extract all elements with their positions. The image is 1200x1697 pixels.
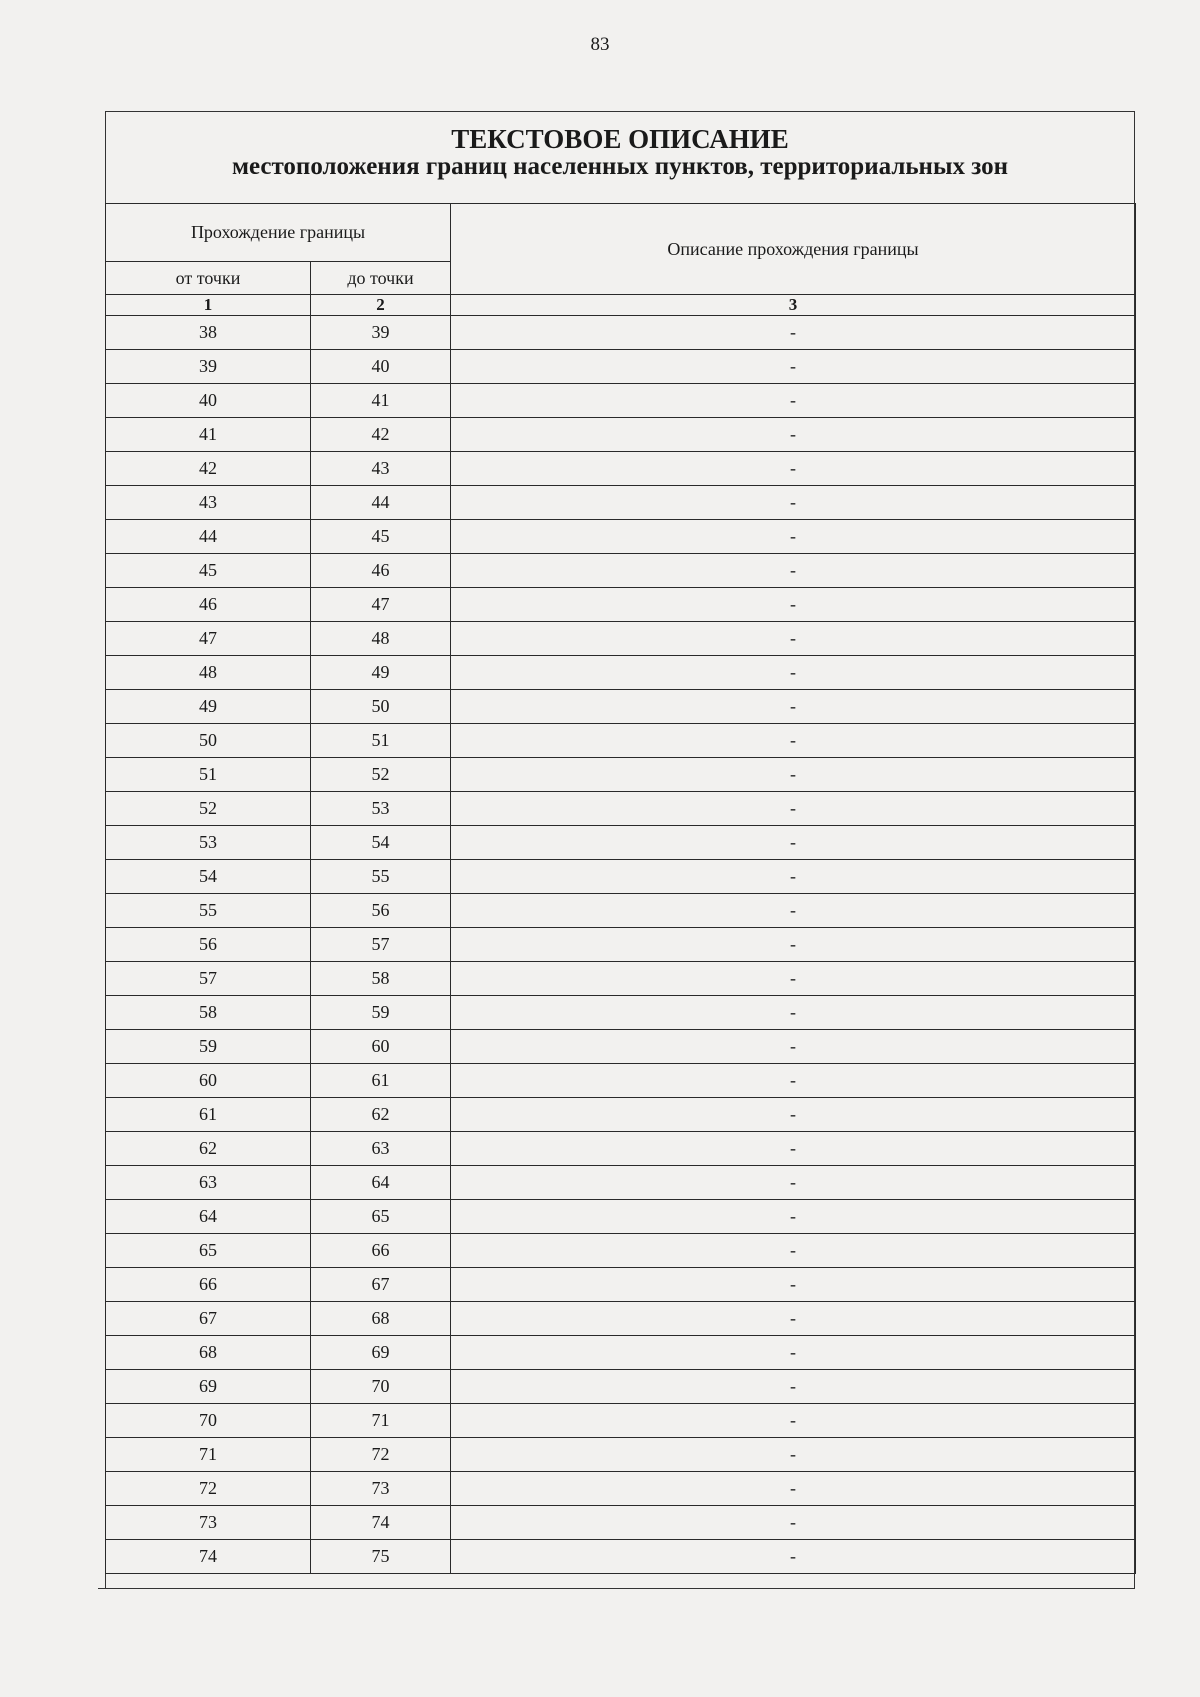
table-row <box>106 350 1136 384</box>
to-point-cell: 44 <box>311 486 451 520</box>
table-row <box>106 1438 1136 1472</box>
table-row <box>106 520 1136 554</box>
table-row <box>106 316 1136 350</box>
from-point-cell: 44 <box>106 520 311 554</box>
table-row <box>106 690 1136 724</box>
to-point-cell: 41 <box>311 384 451 418</box>
header-boundary-passage: Прохождение границы <box>106 204 451 262</box>
header-to-point: до точки <box>311 262 451 295</box>
table-row <box>106 1370 1136 1404</box>
to-point-cell: 57 <box>311 928 451 962</box>
description-cell: - <box>451 384 1136 418</box>
table-row <box>106 1472 1136 1506</box>
header-description: Описание прохождения границы <box>451 204 1136 295</box>
table-row <box>106 486 1136 520</box>
to-point-cell: 39 <box>311 316 451 350</box>
description-cell: - <box>451 1506 1136 1540</box>
from-point-cell: 39 <box>106 350 311 384</box>
to-point-cell: 59 <box>311 996 451 1030</box>
table-row <box>106 1098 1136 1132</box>
from-point-cell: 54 <box>106 860 311 894</box>
to-point-cell: 70 <box>311 1370 451 1404</box>
description-cell: - <box>451 860 1136 894</box>
description-cell: - <box>451 1064 1136 1098</box>
description-cell: - <box>451 724 1136 758</box>
to-point-cell: 51 <box>311 724 451 758</box>
description-cell: - <box>451 792 1136 826</box>
from-point-cell: 52 <box>106 792 311 826</box>
from-point-cell: 45 <box>106 554 311 588</box>
from-point-cell: 70 <box>106 1404 311 1438</box>
from-point-cell: 65 <box>106 1234 311 1268</box>
description-cell: - <box>451 962 1136 996</box>
description-cell: - <box>451 1030 1136 1064</box>
to-point-cell: 55 <box>311 860 451 894</box>
table-row <box>106 1302 1136 1336</box>
table-row <box>106 1506 1136 1540</box>
document-subtitle: местоположения границ населенных пунктов, территориальных зон <box>231 153 1009 180</box>
description-cell: - <box>451 1166 1136 1200</box>
to-point-cell: 45 <box>311 520 451 554</box>
bottom-rule <box>98 1588 1135 1589</box>
from-point-cell: 64 <box>106 1200 311 1234</box>
table-row <box>106 1268 1136 1302</box>
description-cell: - <box>451 1302 1136 1336</box>
to-point-cell: 47 <box>311 588 451 622</box>
table-row <box>106 860 1136 894</box>
to-point-cell: 62 <box>311 1098 451 1132</box>
description-cell: - <box>451 350 1136 384</box>
to-point-cell: 66 <box>311 1234 451 1268</box>
to-point-cell: 71 <box>311 1404 451 1438</box>
column-number-1: 1 <box>106 295 311 316</box>
table-row <box>106 1404 1136 1438</box>
table-row <box>106 452 1136 486</box>
column-number-3: 3 <box>451 295 1136 316</box>
page-number: 83 <box>590 34 610 55</box>
from-point-cell: 46 <box>106 588 311 622</box>
column-number-2: 2 <box>311 295 451 316</box>
to-point-cell: 61 <box>311 1064 451 1098</box>
to-point-cell: 64 <box>311 1166 451 1200</box>
to-point-cell: 69 <box>311 1336 451 1370</box>
description-cell: - <box>451 622 1136 656</box>
from-point-cell: 38 <box>106 316 311 350</box>
table-row <box>106 1030 1136 1064</box>
table-row <box>106 1336 1136 1370</box>
table-row <box>106 996 1136 1030</box>
table-row <box>106 1200 1136 1234</box>
from-point-cell: 49 <box>106 690 311 724</box>
table-row <box>106 962 1136 996</box>
description-cell: - <box>451 486 1136 520</box>
from-point-cell: 43 <box>106 486 311 520</box>
from-point-cell: 73 <box>106 1506 311 1540</box>
boundary-table <box>105 203 1136 1574</box>
to-point-cell: 74 <box>311 1506 451 1540</box>
description-cell: - <box>451 554 1136 588</box>
description-cell: - <box>451 826 1136 860</box>
table-body <box>106 316 1136 1574</box>
from-point-cell: 48 <box>106 656 311 690</box>
description-cell: - <box>451 1404 1136 1438</box>
table-row <box>106 928 1136 962</box>
description-cell: - <box>451 1234 1136 1268</box>
table-row <box>106 384 1136 418</box>
from-point-cell: 74 <box>106 1540 311 1574</box>
table-row <box>106 1234 1136 1268</box>
title-block <box>105 111 1135 203</box>
from-point-cell: 61 <box>106 1098 311 1132</box>
to-point-cell: 54 <box>311 826 451 860</box>
table-row <box>106 1064 1136 1098</box>
from-point-cell: 62 <box>106 1132 311 1166</box>
description-cell: - <box>451 316 1136 350</box>
from-point-cell: 59 <box>106 1030 311 1064</box>
to-point-cell: 49 <box>311 656 451 690</box>
to-point-cell: 73 <box>311 1472 451 1506</box>
description-cell: - <box>451 758 1136 792</box>
document-title: ТЕКСТОВОЕ ОПИСАНИЕ <box>451 124 789 154</box>
description-cell: - <box>451 928 1136 962</box>
from-point-cell: 67 <box>106 1302 311 1336</box>
from-point-cell: 42 <box>106 452 311 486</box>
from-point-cell: 63 <box>106 1166 311 1200</box>
description-cell: - <box>451 1098 1136 1132</box>
description-cell: - <box>451 1438 1136 1472</box>
to-point-cell: 53 <box>311 792 451 826</box>
to-point-cell: 72 <box>311 1438 451 1472</box>
description-cell: - <box>451 656 1136 690</box>
to-point-cell: 42 <box>311 418 451 452</box>
to-point-cell: 52 <box>311 758 451 792</box>
description-cell: - <box>451 1200 1136 1234</box>
from-point-cell: 55 <box>106 894 311 928</box>
description-cell: - <box>451 894 1136 928</box>
description-cell: - <box>451 520 1136 554</box>
header-from-point: от точки <box>106 262 311 295</box>
description-cell: - <box>451 418 1136 452</box>
from-point-cell: 41 <box>106 418 311 452</box>
description-cell: - <box>451 996 1136 1030</box>
to-point-cell: 68 <box>311 1302 451 1336</box>
table-row <box>106 826 1136 860</box>
to-point-cell: 60 <box>311 1030 451 1064</box>
from-point-cell: 56 <box>106 928 311 962</box>
description-cell: - <box>451 1268 1136 1302</box>
table-row <box>106 656 1136 690</box>
table-row <box>106 724 1136 758</box>
description-cell: - <box>451 588 1136 622</box>
to-point-cell: 48 <box>311 622 451 656</box>
table-row <box>106 792 1136 826</box>
to-point-cell: 46 <box>311 554 451 588</box>
to-point-cell: 43 <box>311 452 451 486</box>
from-point-cell: 60 <box>106 1064 311 1098</box>
table-row <box>106 894 1136 928</box>
table-row <box>106 554 1136 588</box>
from-point-cell: 68 <box>106 1336 311 1370</box>
to-point-cell: 67 <box>311 1268 451 1302</box>
to-point-cell: 56 <box>311 894 451 928</box>
from-point-cell: 50 <box>106 724 311 758</box>
table-row <box>106 1166 1136 1200</box>
table-row <box>106 622 1136 656</box>
from-point-cell: 57 <box>106 962 311 996</box>
to-point-cell: 40 <box>311 350 451 384</box>
to-point-cell: 65 <box>311 1200 451 1234</box>
table-row <box>106 418 1136 452</box>
to-point-cell: 63 <box>311 1132 451 1166</box>
description-cell: - <box>451 1132 1136 1166</box>
description-cell: - <box>451 1540 1136 1574</box>
to-point-cell: 58 <box>311 962 451 996</box>
to-point-cell: 50 <box>311 690 451 724</box>
from-point-cell: 69 <box>106 1370 311 1404</box>
from-point-cell: 58 <box>106 996 311 1030</box>
from-point-cell: 47 <box>106 622 311 656</box>
description-cell: - <box>451 1336 1136 1370</box>
description-cell: - <box>451 1472 1136 1506</box>
from-point-cell: 66 <box>106 1268 311 1302</box>
to-point-cell: 75 <box>311 1540 451 1574</box>
from-point-cell: 40 <box>106 384 311 418</box>
from-point-cell: 53 <box>106 826 311 860</box>
table-row <box>106 1540 1136 1574</box>
description-cell: - <box>451 1370 1136 1404</box>
description-cell: - <box>451 452 1136 486</box>
description-cell: - <box>451 690 1136 724</box>
table-row <box>106 758 1136 792</box>
from-point-cell: 72 <box>106 1472 311 1506</box>
from-point-cell: 71 <box>106 1438 311 1472</box>
table-row <box>106 588 1136 622</box>
table-row <box>106 1132 1136 1166</box>
from-point-cell: 51 <box>106 758 311 792</box>
